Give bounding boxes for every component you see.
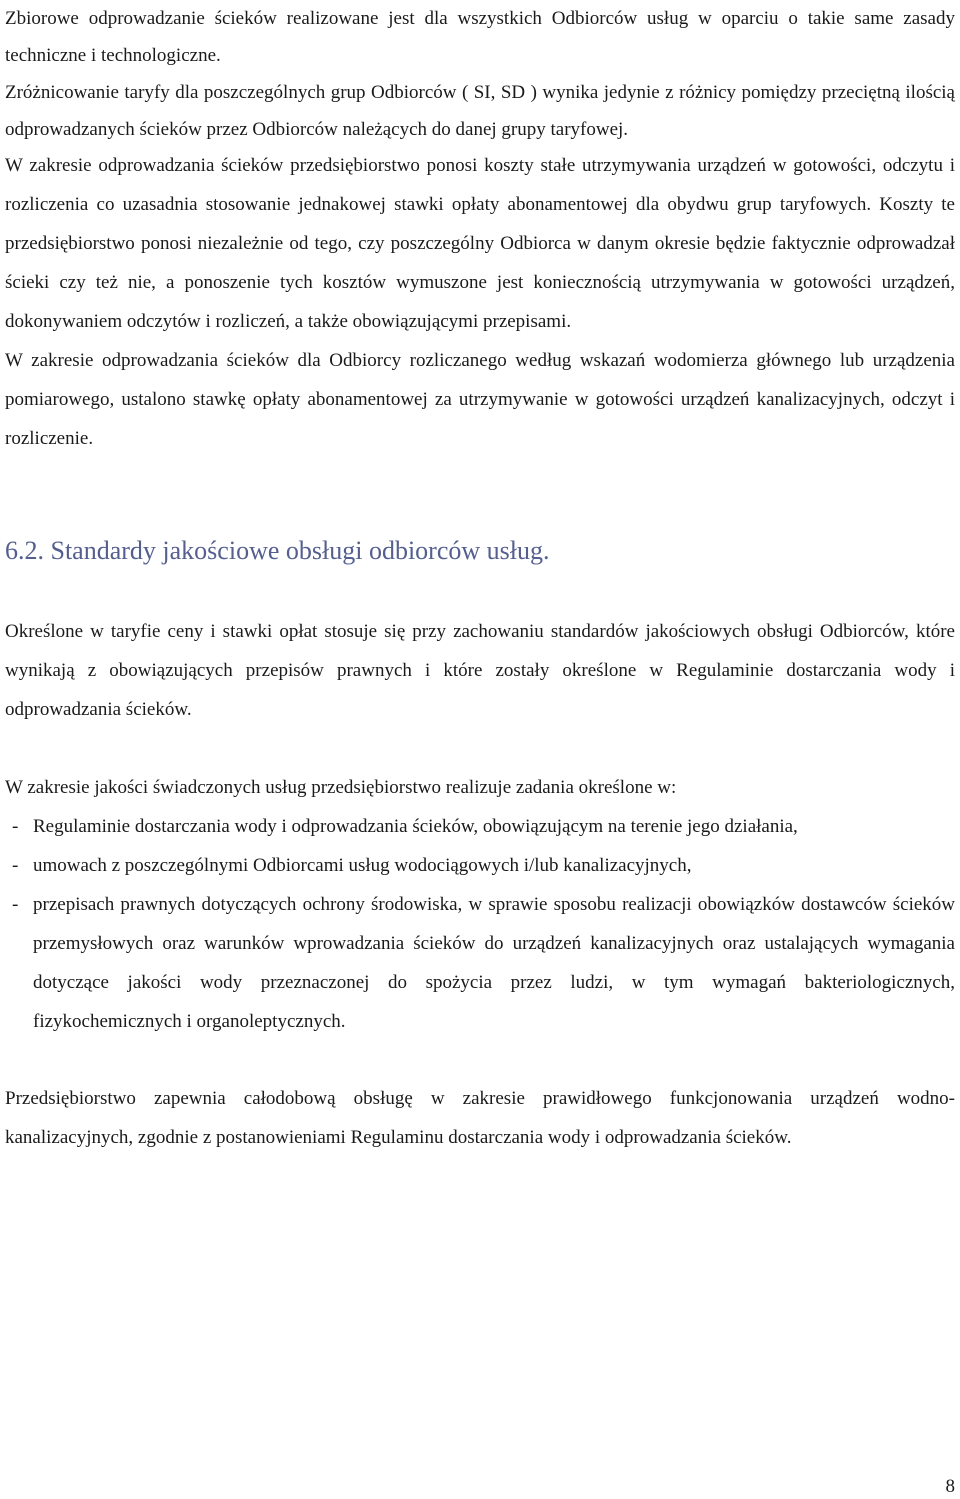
list-item-text: Regulaminie dostarczania wody i odprowadzania ścieków, obowiązującym na terenie jego działania,: [33, 816, 798, 837]
closing-block: [5, 1079, 955, 1157]
intro-block: [5, 0, 955, 148]
list-item: [5, 846, 955, 885]
list-dash: -: [12, 894, 19, 915]
list-dash: -: [12, 855, 19, 876]
list-dash: -: [12, 816, 19, 837]
closing-paragraph: Przedsiębiorstwo zapewnia całodobową obsługę w zakresie prawidłowego funkcjonowania urządzeń wodno-kanalizacyjnych, zgodnie z postanowieniami Regulaminu dostarczania wody i odprowadzania ścieków.: [5, 1088, 955, 1148]
standards-intro-paragraph: Określone w taryfie ceny i stawki opłat stosuje się przy zachowaniu standardów jakościowych obsługi Odbiorców, które wynikają z obowiązujących przepisów prawnych i które zostały określone w Regulaminie dostarczania wody i odprowadzania ścieków.: [5, 621, 955, 720]
section-heading: 6.2. Standardy jakościowe obsługi odbiorców usług.: [5, 536, 550, 565]
list-item: [5, 885, 955, 1041]
intro-paragraph-1: Zbiorowe odprowadzanie ścieków realizowane jest dla wszystkich Odbiorców usług w oparciu o takie same zasady techniczne i technologiczne.: [5, 8, 955, 66]
fixed-costs-block: [5, 146, 955, 458]
intro-paragraph-2: Zróżnicowanie taryfy dla poszczególnych grup Odbiorców ( SI, SD ) wynika jedynie z różnicy pomiędzy przeciętną ilością odprowadzanych ścieków przez Odbiorców należących do danej grupy taryfowej.: [5, 82, 955, 140]
fixed-costs-paragraph: W zakresie odprowadzania ścieków przedsiębiorstwo ponosi koszty stałe utrzymywania urządzeń w gotowości, odczytu i rozliczenia co uzasadnia stosowanie jednakowej stawki opłaty abonamentowej dla obydwu grup taryfowych. Koszty te przedsiębiorstwo ponosi niezależnie od tego, czy poszczególny Odbiorca w danym okresie będzie faktycznie odprowadzał ścieki czy też nie, a ponoszenie tych kosztów wymuszone jest koniecznością utrzymywania w gotowości urządzeń, dokonywaniem odczytów i rozliczeń, a także obowiązującymi przepisami.: [5, 155, 955, 332]
page-number: 8: [945, 1476, 955, 1497]
list-item: [5, 807, 955, 846]
obligations-block: [5, 768, 955, 1041]
list-item-text: umowach z poszczególnymi Odbiorcami usług wodociągowych i/lub kanalizacyjnych,: [33, 855, 692, 876]
list-item-text: przepisach prawnych dotyczących ochrony środowiska, w sprawie sposobu realizacji obowiązków dostawców ścieków przemysłowych oraz warunków wprowadzania ścieków do urządzeń kanalizacyjnych oraz ustalających wymagania dotyczące jakości wody przeznaczonej do spożycia przez ludzi, w tym wymagań bakteriologicznych, fizykochemicznych i organoleptycznych.: [33, 894, 955, 1032]
obligations-intro: W zakresie jakości świadczonych usług przedsiębiorstwo realizuje zadania określone w:: [5, 777, 677, 798]
standards-intro-block: [5, 612, 955, 729]
meter-fee-paragraph: W zakresie odprowadzania ścieków dla Odbiorcy rozliczanego według wskazań wodomierza głównego lub urządzenia pomiarowego, ustalono stawkę opłaty abonamentowej za utrzymywanie w gotowości urządzeń kanalizacyjnych, odczyt i rozliczenie.: [5, 350, 955, 449]
